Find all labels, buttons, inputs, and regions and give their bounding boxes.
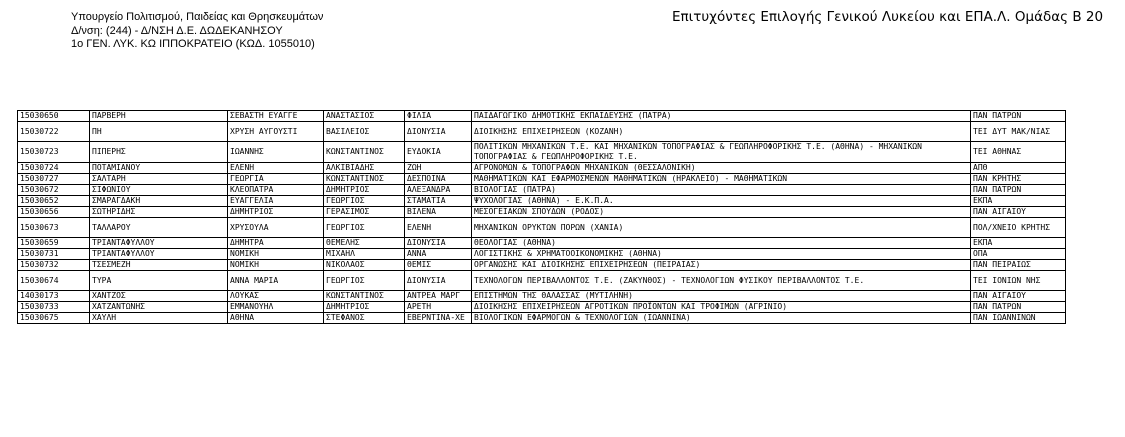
father-name-cell: ΘΕΜΕΛΗΣ — [324, 238, 405, 249]
mother-name-cell: ΔΙΟΝΥΣΙΑ — [405, 271, 472, 291]
first-name-cell: ΙΩΑΝΝΗΣ — [228, 142, 324, 163]
surname-cell: ΣΜΑΡΑΓΔΑΚΗ — [90, 196, 228, 207]
table-row — [18, 122, 1066, 142]
candidate-code-cell: 15030659 — [18, 238, 90, 249]
mother-name-cell: ΖΩΗ — [405, 163, 472, 174]
father-name-cell: ΓΕΩΡΓΙΟΣ — [324, 196, 405, 207]
candidate-code-cell: 15030674 — [18, 271, 90, 291]
table-row — [18, 302, 1066, 313]
institution-cell: ΟΠΑ — [971, 249, 1066, 260]
results-table — [17, 110, 1066, 324]
institution-cell: ΑΠΘ — [971, 163, 1066, 174]
father-name-cell: ΜΙΧΑΗΛ — [324, 249, 405, 260]
institution-cell: ΠΑΝ ΚΡΗΤΗΣ — [971, 174, 1066, 185]
ministry-line: Υπουργείο Πολιτισμού, Παιδείας και Θρησκευμάτων — [71, 11, 324, 23]
mother-name-cell: ΑΝΝΑ — [405, 249, 472, 260]
table-row — [18, 260, 1066, 271]
mother-name-cell: ΕΒΕΡΝΤΙΝΑ-ΧΕ — [405, 313, 472, 324]
candidate-code-cell: 15030672 — [18, 185, 90, 196]
institution-cell: ΤΕΙ ΔΥΤ ΜΑΚ/ΝΙΑΣ — [971, 122, 1066, 142]
surname-cell: ΠΗ — [90, 122, 228, 142]
candidate-code-cell: 15030656 — [18, 207, 90, 218]
first-name-cell: ΝΟΜΙΚΗ — [228, 249, 324, 260]
mother-name-cell: ΑΡΕΤΗ — [405, 302, 472, 313]
table-row — [18, 196, 1066, 207]
table-row — [18, 185, 1066, 196]
candidate-code-cell: 15030723 — [18, 142, 90, 163]
mother-name-cell: ΔΙΟΝΥΣΙΑ — [405, 238, 472, 249]
department-cell: ΔΙΟΙΚΗΣΗΣ ΕΠΙΧΕΙΡΗΣΕΩΝ (ΚΟΖΑΝΗ) — [472, 122, 971, 142]
report-title: Επιτυχόντες Επιλογής Γενικού Λυκείου και ΕΠΑ.Λ. Ομάδας Β 20 — [672, 9, 1104, 25]
father-name-cell: ΚΩΝΣΤΑΝΤΙΝΟΣ — [324, 174, 405, 185]
candidate-code-cell: 15030652 — [18, 196, 90, 207]
department-cell: ΑΓΡΟΝΟΜΩΝ & ΤΟΠΟΓΡΑΦΩΝ ΜΗΧΑΝΙΚΩΝ (ΘΕΣΣΑΛΟΝΙΚΗ) — [472, 163, 971, 174]
table-row — [18, 174, 1066, 185]
candidate-code-cell: 15030727 — [18, 174, 90, 185]
father-name-cell: ΒΑΣΙΛΕΙΟΣ — [324, 122, 405, 142]
institution-cell: ΕΚΠΑ — [971, 196, 1066, 207]
father-name-cell: ΓΕΩΡΓΙΟΣ — [324, 271, 405, 291]
first-name-cell: ΕΜΜΑΝΟΥΗΛ — [228, 302, 324, 313]
father-name-cell: ΚΩΝΣΤΑΝΤΙΝΟΣ — [324, 291, 405, 302]
department-cell: ΒΙΟΛΟΓΙΚΩΝ ΕΦΑΡΜΟΓΩΝ & ΤΕΧΝΟΛΟΓΙΩΝ (ΙΩΑΝΝΙΝΑ) — [472, 313, 971, 324]
surname-cell: ΧΑΤΖΑΝΤΩΝΗΣ — [90, 302, 228, 313]
mother-name-cell: ΘΕΜΙΣ — [405, 260, 472, 271]
first-name-cell: ΝΟΜΙΚΗ — [228, 260, 324, 271]
candidate-code-cell: 15030732 — [18, 260, 90, 271]
department-cell: ΛΟΓΙΣΤΙΚΗΣ & ΧΡΗΜΑΤΟΟΙΚΟΝΟΜΙΚΗΣ (ΑΘΗΝΑ) — [472, 249, 971, 260]
department-cell: ΤΕΧΝΟΛΟΓΩΝ ΠΕΡΙΒΑΛΛΟΝΤΟΣ Τ.Ε. (ΖΑΚΥΝΘΟΣ) - ΤΕΧΝΟΛΟΓΙΩΝ ΦΥΣΙΚΟΥ ΠΕΡΙΒΑΛΛΟΝΤΟΣ Τ.Ε. — [472, 271, 971, 291]
father-name-cell: ΝΙΚΟΛΑΟΣ — [324, 260, 405, 271]
mother-name-cell: ΕΥΔΟΚΙΑ — [405, 142, 472, 163]
institution-cell: ΠΑΝ ΠΑΤΡΩΝ — [971, 185, 1066, 196]
father-name-cell: ΚΩΝΣΤΑΝΤΙΝΟΣ — [324, 142, 405, 163]
candidate-code-cell: 15030673 — [18, 218, 90, 238]
surname-cell: ΣΙΦΩΝΙΟΥ — [90, 185, 228, 196]
first-name-cell: ΓΕΩΡΓΙΑ — [228, 174, 324, 185]
candidate-code-cell: 15030731 — [18, 249, 90, 260]
candidate-code-cell: 15030722 — [18, 122, 90, 142]
department-cell: ΘΕΟΛΟΓΙΑΣ (ΑΘΗΝΑ) — [472, 238, 971, 249]
institution-cell: ΤΕΙ ΙΟΝΙΩΝ ΝΗΣ — [971, 271, 1066, 291]
table-row — [18, 238, 1066, 249]
surname-cell: ΧΑΥΛΗ — [90, 313, 228, 324]
surname-cell: ΤΑΛΛΑΡΟΥ — [90, 218, 228, 238]
table-row — [18, 142, 1066, 163]
department-cell: ΜΕΣΟΓΕΙΑΚΩΝ ΣΠΟΥΔΩΝ (ΡΟΔΟΣ) — [472, 207, 971, 218]
institution-cell: ΠΑΝ ΠΕΙΡΑΙΩΣ — [971, 260, 1066, 271]
surname-cell: ΠΟΤΑΜΙΑΝΟΥ — [90, 163, 228, 174]
mother-name-cell: ΑΛΕΞΑΝΔΡΑ — [405, 185, 472, 196]
candidate-code-cell: 14030173 — [18, 291, 90, 302]
first-name-cell: ΔΗΜΗΤΡΑ — [228, 238, 324, 249]
department-cell: ΜΑΘΗΜΑΤΙΚΩΝ ΚΑΙ ΕΦΑΡΜΟΣΜΕΝΩΝ ΜΑΘΗΜΑΤΙΚΩΝ (ΗΡΑΚΛΕΙΟ) - ΜΑΘΗΜΑΤΙΚΩΝ — [472, 174, 971, 185]
department-cell: ΔΙΟΙΚΗΣΗΣ ΕΠΙΧΕΙΡΗΣΕΩΝ ΑΓΡΟΤΙΚΩΝ ΠΡΟΪΟΝΤΩΝ ΚΑΙ ΤΡΟΦΙΜΩΝ (ΑΓΡΙΝΙΟ) — [472, 302, 971, 313]
surname-cell: ΧΑΝΤΖΟΣ — [90, 291, 228, 302]
institution-cell: ΕΚΠΑ — [971, 238, 1066, 249]
mother-name-cell: ΣΤΑΜΑΤΙΑ — [405, 196, 472, 207]
directorate-line: Δ/νση: (244) - Δ/ΝΣΗ Δ.Ε. ΔΩΔΕΚΑΝΗΣΟΥ — [71, 24, 283, 37]
candidate-code-cell: 15030724 — [18, 163, 90, 174]
candidate-code-cell: 15030675 — [18, 313, 90, 324]
candidate-code-cell: 15030650 — [18, 111, 90, 122]
first-name-cell: ΔΗΜΗΤΡΙΟΣ — [228, 207, 324, 218]
department-cell: ΠΑΙΔΑΓΩΓΙΚΟ ΔΗΜΟΤΙΚΗΣ ΕΚΠΑΙΔΕΥΣΗΣ (ΠΑΤΡΑ) — [472, 111, 971, 122]
institution-cell: ΠΟΛ/ΧΝΕΙΟ ΚΡΗΤΗΣ — [971, 218, 1066, 238]
department-cell: ΕΠΙΣΤΗΜΩΝ ΤΗΣ ΘΑΛΑΣΣΑΣ (ΜΥΤΙΛΗΝΗ) — [472, 291, 971, 302]
father-name-cell: ΔΗΜΗΤΡΙΟΣ — [324, 185, 405, 196]
department-cell: ΒΙΟΛΟΓΙΑΣ (ΠΑΤΡΑ) — [472, 185, 971, 196]
father-name-cell: ΑΝΑΣΤΑΣΙΟΣ — [324, 111, 405, 122]
first-name-cell: ΧΡΥΣΟΥΛΑ — [228, 218, 324, 238]
surname-cell: ΠΙΠΕΡΗΣ — [90, 142, 228, 163]
department-cell: ΨΥΧΟΛΟΓΙΑΣ (ΑΘΗΝΑ) - Ε.Κ.Π.Α. — [472, 196, 971, 207]
institution-cell: ΠΑΝ ΠΑΤΡΩΝ — [971, 302, 1066, 313]
first-name-cell: ΧΡΥΣΗ ΑΥΓΟΥΣΤΙ — [228, 122, 324, 142]
surname-cell: ΤΡΙΑΝΤΑΦΥΛΛΟΥ — [90, 238, 228, 249]
mother-name-cell: ΕΛΕΝΗ — [405, 218, 472, 238]
table-row — [18, 207, 1066, 218]
school-header — [71, 11, 323, 52]
department-cell: ΜΗΧΑΝΙΚΩΝ ΟΡΥΚΤΩΝ ΠΟΡΩΝ (ΧΑΝΙΑ) — [472, 218, 971, 238]
institution-cell: ΤΕΙ ΑΘΗΝΑΣ — [971, 142, 1066, 163]
surname-cell: ΣΑΛΤΑΡΗ — [90, 174, 228, 185]
school-line: 1ο ΓΕΝ. ΛΥΚ. ΚΩ ΙΠΠΟΚΡΑΤΕΙΟ (ΚΩΔ. 1055010) — [71, 38, 315, 50]
father-name-cell: ΣΤΕΦΑΝΟΣ — [324, 313, 405, 324]
results-table-body — [18, 111, 1066, 324]
institution-cell: ΠΑΝ ΙΩΑΝΝΙΝΩΝ — [971, 313, 1066, 324]
surname-cell: ΠΑΡΒΕΡΗ — [90, 111, 228, 122]
father-name-cell: ΓΕΩΡΓΙΟΣ — [324, 218, 405, 238]
first-name-cell: ΑΘΗΝΑ — [228, 313, 324, 324]
mother-name-cell: ΦΙΛΙΑ — [405, 111, 472, 122]
table-row — [18, 218, 1066, 238]
first-name-cell: ΚΛΕΟΠΑΤΡΑ — [228, 185, 324, 196]
mother-name-cell: ΔΕΣΠΟΙΝΑ — [405, 174, 472, 185]
table-row — [18, 249, 1066, 260]
father-name-cell: ΑΛΚΙΒΙΑΔΗΣ — [324, 163, 405, 174]
candidate-code-cell: 15030733 — [18, 302, 90, 313]
father-name-cell: ΓΕΡΑΣΙΜΟΣ — [324, 207, 405, 218]
first-name-cell: ΛΟΥΚΑΣ — [228, 291, 324, 302]
mother-name-cell: ΒΙΛΕΝΑ — [405, 207, 472, 218]
institution-cell: ΠΑΝ ΑΙΓΑΙΟΥ — [971, 207, 1066, 218]
surname-cell: ΤΣΕΣΜΕΖΗ — [90, 260, 228, 271]
table-row — [18, 111, 1066, 122]
first-name-cell: ΕΥΑΓΓΕΛΙΑ — [228, 196, 324, 207]
department-cell: ΟΡΓΑΝΩΣΗΣ ΚΑΙ ΔΙΟΙΚΗΣΗΣ ΕΠΙΧΕΙΡΗΣΕΩΝ (ΠΕΙΡΑΙΑΣ) — [472, 260, 971, 271]
institution-cell: ΠΑΝ ΠΑΤΡΩΝ — [971, 111, 1066, 122]
surname-cell: ΤΥΡΑ — [90, 271, 228, 291]
mother-name-cell: ΔΙΟΝΥΣΙΑ — [405, 122, 472, 142]
first-name-cell: ΕΛΕΝΗ — [228, 163, 324, 174]
first-name-cell: ΣΕΒΑΣΤΗ ΕΥΑΓΓΕ — [228, 111, 324, 122]
table-row — [18, 271, 1066, 291]
first-name-cell: ΑΝΝΑ ΜΑΡΙΑ — [228, 271, 324, 291]
surname-cell: ΣΩΤΗΡΙΔΗΣ — [90, 207, 228, 218]
table-row — [18, 313, 1066, 324]
table-row — [18, 163, 1066, 174]
department-cell: ΠΟΛΙΤΙΚΩΝ ΜΗΧΑΝΙΚΩΝ Τ.Ε. ΚΑΙ ΜΗΧΑΝΙΚΩΝ ΤΟΠΟΓΡΑΦΙΑΣ & ΓΕΩΠΛΗΡΟΦΟΡΙΚΗΣ Τ.Ε. (ΑΘΗΝΑ) - ΜΗΧΑΝΙΚΩΝ ΤΟΠΟΓΡΑΦΙΑΣ & ΓΕΩΠΛΗΡΟΦΟΡΙΚΗΣ Τ.Ε. — [472, 142, 971, 163]
father-name-cell: ΔΗΜΗΤΡΙΟΣ — [324, 302, 405, 313]
table-row — [18, 291, 1066, 302]
institution-cell: ΠΑΝ ΑΙΓΑΙΟΥ — [971, 291, 1066, 302]
mother-name-cell: ΑΝΤΡΕΑ ΜΑΡΓ — [405, 291, 472, 302]
surname-cell: ΤΡΙΑΝΤΑΦΥΛΛΟΥ — [90, 249, 228, 260]
